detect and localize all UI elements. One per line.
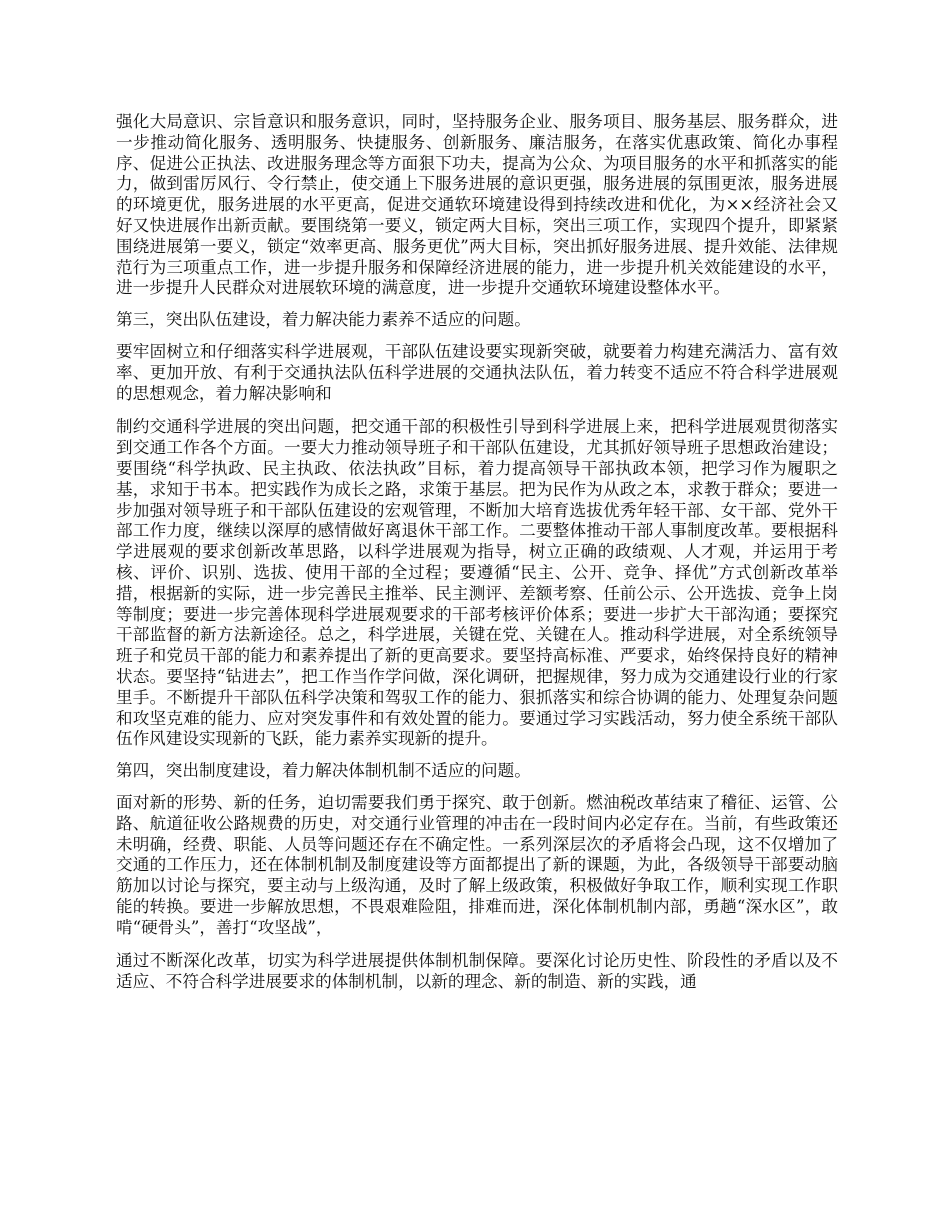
paragraph-service-awareness: 强化大局意识、宗旨意识和服务意识，同时，坚持服务企业、服务项目、服务基层、服务群众，进一步推动简化服务、透明服务、快捷服务、创新服务、廉洁服务，在落实优惠政策、简化办事程序、促进公正执法、改进服务理念等方面狠下功夫，提高为公众、为项目服务的水平和抓落实的能力，做到雷厉风行、令行禁止，使交通上下服务进展的意识更强，服务进展的氛围更浓，服务进展的环境更优，服务进展的水平更高，促进交通软环境建设得到持续改进和优化，为××经济社会又好又快进展作出新贡献。要围绕第一要义，锁定两大目标，突出三项工作，实现四个提升，即紧紧围绕进展第一要义，锁定“效率更高、服务更优”两大目标，突出抓好服务进展、提升效能、法律规范行为三项重点工作，进一步提升服务和保障经济进展的能力，进一步提升机关效能建设的水平，进一步提升人民群众对进展软环境的满意度，进一步提升交通软环境建设整体水平。 xyxy=(116,112,838,298)
heading-third-team-building: 第三，突出队伍建设，着力解决能力素养不适应的问题。 xyxy=(116,310,531,330)
paragraph-cadre-development: 制约交通科学进展的突出问题，把交通干部的积极性引导到科学进展上来，把科学进展观贯彻落实到交通工作各个方面。一要大力推动领导班子和干部队伍建设，尤其抓好领导班子思想政治建设；要围绕“科学执政、民主执政、依法执政”目标，着力提高领导干部执政本领，把学习作为履职之基，求知于书本。把实践作为成长之路，求策于基层。把为民作为从政之本，求教于群众；要进一步加强对领导班子和干部队伍建设的宏观管理，不断加大培育选拔优秀年轻干部、女干部、党外干部工作力度，继续以深厚的感情做好离退休干部工作。二要整体推动干部人事制度改革。要根据科学进展观的要求创新改革思路，以科学进展观为指导，树立正确的政绩观、人才观，并运用于考核、评价、识别、选拔、使用干部的全过程；要遵循“民主、公开、竞争、择优”方式创新改革举措，根据新的实际，进一步完善民主推举、民主测评、差额考察、任前公示、公开选拔、竞争上岗等制度；要进一步完善体现科学进展观要求的干部考核评价体系；要进一步扩大干部沟通；要探究干部监督的新方法新途径。总之，科学进展，关键在党、关键在人。推动科学进展，对全系统领导班子和党员干部的能力和素养提出了新的更高要求。要坚持高标准、严要求，始终保持良好的精神状态。要坚持“钻进去”，把工作当作学问做，深化调研，把握规律，努力成为交通建设行业的行家里手。不断提升干部队伍科学决策和驾驭工作的能力、狠抓落实和综合协调的能力、处理复杂问题和攻坚克难的能力、应对突发事件和有效处置的能力。要通过学习实践活动，努力使全系统干部队伍作风建设实现新的飞跃，能力素养实现新的提升。 xyxy=(116,417,838,749)
paragraph-team-building-intro: 要牢固树立和仔细落实科学进展观，干部队伍建设要实现新突破，就要着力构建充满活力、富有效率、更加开放、有利于交通执法队伍科学进展的交通执法队伍，着力转变不适应不符合科学进展观的思想观念，着力解决影响和 xyxy=(116,341,838,403)
heading-fourth-system-building: 第四，突出制度建设，着力解决体制机制不适应的问题。 xyxy=(116,761,531,781)
paragraph-fuel-tax-reform: 面对新的形势、新的任务，迫切需要我们勇于探究、敢于创新。燃油税改革结束了稽征、运管、公路、航道征收公路规费的历史，对交通行业管理的冲击在一段时间内必定存在。当前，有些政策还未明确，经费、职能、人员等问题还存在不确定性。一系列深层次的矛盾将会凸现，这不仅增加了交通的工作压力，还在体制机制及制度建设等方面都提出了新的课题，为此，各级领导干部要动脑筋加以讨论与探究，要主动与上级沟通，及时了解上级政策，积极做好争取工作，顺利实现工作职能的转换。要进一步解放思想，不畏艰难险阻，排难而进，深化体制机制内部，勇趟“深水区”，敢啃“硬骨头”，善打“攻坚战”， xyxy=(116,792,838,937)
paragraph-deepen-reform: 通过不断深化改革，切实为科学进展提供体制机制保障。要深化讨论历史性、阶段性的矛盾以及不适应、不符合科学进展要求的体制机制，以新的理念、新的制造、新的实践，通 xyxy=(116,951,838,992)
document-body xyxy=(116,112,838,993)
